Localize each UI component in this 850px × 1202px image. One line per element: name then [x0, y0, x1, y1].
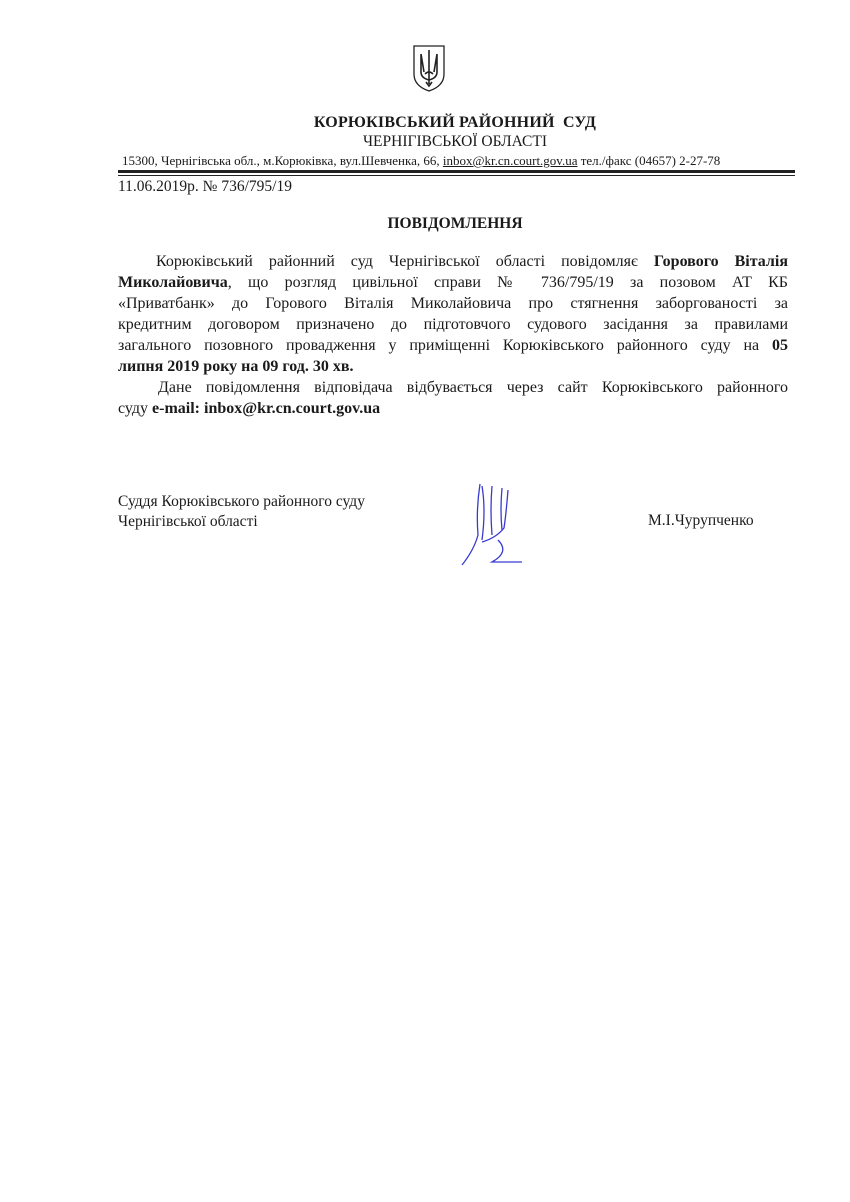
paragraph-line [118, 251, 788, 272]
notice-paragraph-1 [118, 251, 788, 377]
bold-text: липня 2019 року на 09 год. 30 хв. [118, 358, 354, 375]
court-email-link[interactable]: inbox@kr.cn.court.gov.ua [442, 153, 578, 168]
text: загального позовного провадження у приміщенні Корюківського районного суду на [118, 337, 772, 354]
bold-text: Миколайовича [118, 274, 228, 291]
paragraph-line [118, 335, 788, 356]
paragraph-line [118, 272, 788, 293]
text: «Приватбанк» до Горового Віталія Миколайовича про стягнення заборгованості за [118, 295, 788, 312]
paragraph-line [118, 398, 788, 419]
text: суду [118, 400, 153, 417]
text: кредитним договором призначено до підготовчого судового засідання за правилами [118, 316, 788, 333]
court-region: ЧЕРНІГІВСЬКОЇ ОБЛАСТІ [362, 133, 547, 150]
court-address [122, 153, 720, 169]
judge-position-line-1: Суддя Корюківського районного суду [118, 493, 365, 510]
address-text: 15300, Чернігівська обл., м.Корюківка, вул.Шевченка, 66, [122, 153, 443, 168]
judge-position [118, 492, 365, 532]
date-and-case-number: 11.06.2019р. № 736/795/19 [118, 178, 292, 195]
bold-text: 05 [772, 337, 788, 354]
paragraph-line [118, 314, 788, 335]
coat-of-arms-trident-icon [412, 44, 446, 92]
paragraph-line [118, 356, 788, 377]
bold-text: e-mail: inbox@kr.cn.court.gov.ua [152, 400, 381, 417]
court-name: КОРЮКІВСЬКИЙ РАЙОННИЙ СУД [313, 114, 597, 131]
paragraph-line [118, 377, 788, 398]
handwritten-signature [452, 480, 527, 572]
text: Дане повідомлення відповідача відбувається через сайт Корюківського районного [158, 379, 788, 396]
judge-position-line-2: Чернігівської області [118, 513, 258, 530]
bold-text: Горового Віталія [653, 253, 789, 270]
paragraph-line [118, 293, 788, 314]
text: , що розгляд цивільної справи № 736/795/19 за позовом АТ КБ [227, 274, 788, 291]
judge-name: М.І.Чурупченко [648, 512, 754, 529]
text: Корюківський районний суд Чернігівської області повідомляє [156, 253, 654, 270]
header-rule-thin [118, 175, 795, 176]
document-title: ПОВІДОМЛЕННЯ [387, 215, 523, 232]
notice-paragraph-2 [118, 377, 788, 419]
header-rule-thick [118, 170, 795, 173]
court-phone: тел./факс (04657) 2-27-78 [577, 153, 721, 168]
